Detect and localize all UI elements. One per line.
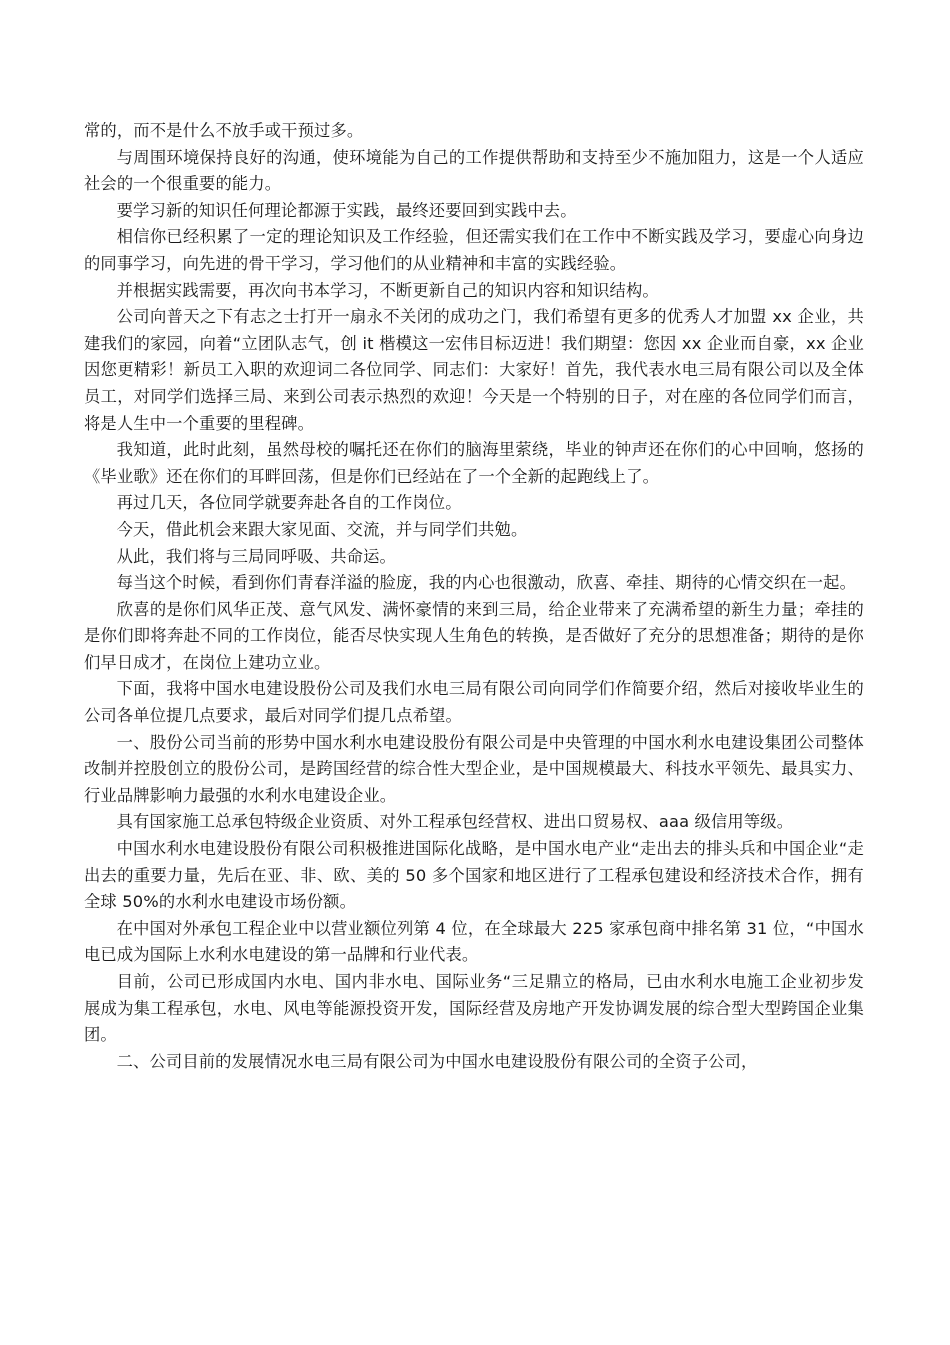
paragraph: 再过几天，各位同学就要奔赴各自的工作岗位。: [116, 493, 462, 513]
paragraph: 二、公司目前的发展情况水电三局有限公司为中国水电建设股份有限公司的全资子公司，: [116, 1051, 758, 1071]
paragraph: 具有国家施工总承包特级企业资质、对外工程承包经营权、进出口贸易权、aaa 级信用等级。: [116, 812, 794, 832]
paragraph: 相信你已经积累了一定的理论知识及工作经验，但还需实我们在工作中不断实践及学习，要虚心向身边的同事学习，向先进的骨干学习，学习他们的从业精神和丰富的实践经验。: [84, 227, 864, 273]
paragraph: 并根据实践需要，再次向书本学习，不断更新自己的知识内容和知识结构。: [116, 280, 659, 300]
paragraph: 欣喜的是你们风华正茂、意气风发、满怀豪情的来到三局，给企业带来了充满希望的新生力量；牵挂的是你们即将奔赴不同的工作岗位，能否尽快实现人生角色的转换，是否做好了充分的思想准备；期待的是你们早日成才，在岗位上建功立业。: [84, 599, 864, 672]
paragraph: 一、股份公司当前的形势中国水利水电建设股份有限公司是中央管理的中国水利水电建设集团公司整体改制并控股创立的股份公司，是跨国经营的综合性大型企业，是中国规模最大、科技水平领先、最具实力、行业品牌影响力最强的水利水电建设企业。: [84, 732, 864, 805]
paragraph: 中国水利水电建设股份有限公司积极推进国际化战略，是中国水电产业“走出去的排头兵和中国企业“走出去的重要力量，先后在亚、非、欧、美的 50 多个国家和地区进行了工程承包建设和经济技术合作，拥有全球 50%的水利水电建设市场份额。: [84, 839, 864, 912]
paragraph: 下面，我将中国水电建设股份公司及我们水电三局有限公司向同学们作简要介绍，然后对接收毕业生的公司各单位提几点要求，最后对同学们提几点希望。: [84, 679, 864, 726]
paragraph: 常的，而不是什么不放手或干预过多。: [84, 121, 364, 140]
paragraph: 在中国对外承包工程企业中以营业额位列第 4 位，在全球最大 225 家承包商中排名第 31 位，“中国水电已成为国际上水利水电建设的第一品牌和行业代表。: [84, 918, 864, 965]
paragraph: 从此，我们将与三局同呼吸、共命运。: [116, 546, 396, 566]
paragraph: 要学习新的知识任何理论都源于实践，最终还要回到实践中去。: [116, 200, 577, 220]
paragraph: 我知道，此时此刻，虽然母校的嘱托还在你们的脑海里萦绕，毕业的钟声还在你们的心中回响，悠扬的《毕业歌》还在你们的耳畔回荡，但是你们已经站在了一个全新的起跑线上了。: [84, 440, 864, 486]
paragraph: 公司向普天之下有志之士打开一扇永不关闭的成功之门，我们希望有更多的优秀人才加盟 xx 企业，共建我们的家园，向着“立团队志气，创 it 楷模这一宏伟目标迈进！我们期望：您因 xx 企业而自豪，xx 企业因您更精彩！新员工入职的欢迎词二各位同学、同志们：大家好！首先，我代表水电三局有限公司以及全体员工，对同学们选择三局、来到公司表示热烈的欢迎！今天是一个特别的日子，对在座的各位同学们而言，将是人生中一个重要的里程碑。: [84, 307, 864, 433]
paragraph: 每当这个时候，看到你们青春洋溢的脸庞，我的内心也很激动，欣喜、牵挂、期待的心情交织在一起。: [116, 573, 857, 593]
paragraph: 目前，公司已形成国内水电、国内非水电、国际业务“三足鼎立的格局，已由水利水电施工企业初步发展成为集工程承包，水电、风电等能源投资开发，国际经营及房地产开发协调发展的综合型大型跨国企业集团。: [84, 972, 864, 1045]
paragraph: 今天，借此机会来跟大家见面、交流，并与同学们共勉。: [116, 519, 528, 539]
document-body: [84, 118, 864, 1075]
paragraph: 与周围环境保持良好的沟通，使环境能为自己的工作提供帮助和支持至少不施加阻力，这是一个人适应社会的一个很重要的能力。: [84, 147, 864, 194]
